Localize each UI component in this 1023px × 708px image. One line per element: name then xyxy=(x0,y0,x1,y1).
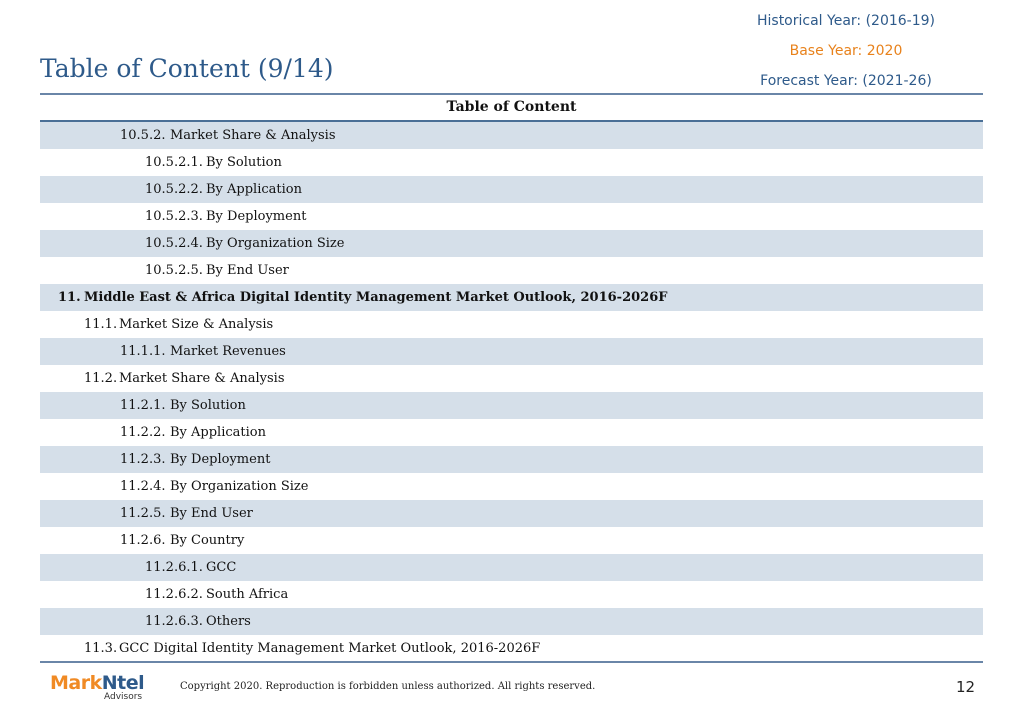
toc-row-chapter xyxy=(40,284,983,311)
toc-row-number: 10.5.2. xyxy=(120,128,166,143)
toc-row-label: By End User xyxy=(206,263,289,278)
toc-row xyxy=(40,527,983,554)
toc-row-label: By Organization Size xyxy=(170,479,309,494)
toc-row xyxy=(40,365,983,392)
toc-table-header: Table of Content xyxy=(40,95,983,122)
page-number: 12 xyxy=(956,678,976,696)
toc-row xyxy=(40,311,983,338)
toc-row xyxy=(40,581,983,608)
toc-row-number: 11.2.5. xyxy=(120,506,166,521)
toc-row xyxy=(40,176,983,203)
toc-table xyxy=(40,95,983,662)
toc-row-number: 10.5.2.2. xyxy=(145,182,203,197)
historical-year: Historical Year: (2016-19) xyxy=(756,13,935,29)
toc-row xyxy=(40,338,983,365)
forecast-year: Forecast Year: (2021-26) xyxy=(760,73,932,89)
toc-row-label: By Country xyxy=(170,533,245,548)
toc-row xyxy=(40,608,983,635)
toc-row xyxy=(40,419,983,446)
toc-row xyxy=(40,500,983,527)
toc-row xyxy=(40,554,983,581)
toc-row xyxy=(40,392,983,419)
toc-row-label: By Application xyxy=(206,182,302,197)
toc-row-label: By Solution xyxy=(206,155,282,170)
toc-row-number: 11.2.1. xyxy=(120,398,166,413)
year-info xyxy=(757,10,935,100)
toc-row-number: 11.2.6.2. xyxy=(145,587,203,602)
toc-row xyxy=(40,635,983,662)
toc-row xyxy=(40,149,983,176)
toc-row-label: Market Share & Analysis xyxy=(119,371,285,386)
toc-row-number: 11. xyxy=(58,290,81,305)
toc-row-label: By End User xyxy=(170,506,253,521)
toc-row xyxy=(40,446,983,473)
logo-subtitle: Advisors xyxy=(104,692,143,702)
toc-row-number: 10.5.2.1. xyxy=(145,155,203,170)
toc-row-number: 10.5.2.5. xyxy=(145,263,203,278)
toc-row-number: 11.2.6. xyxy=(120,533,166,548)
toc-row-number: 11.1.1. xyxy=(120,344,166,359)
bottom-divider xyxy=(40,661,983,663)
toc-row-label: GCC Digital Identity Management Market Outlook, 2016-2026F xyxy=(119,641,541,656)
base-year: Base Year: 2020 xyxy=(789,43,903,59)
toc-row-label: By Deployment xyxy=(206,209,307,224)
toc-row xyxy=(40,203,983,230)
toc-row xyxy=(40,230,983,257)
toc-row-label: By Deployment xyxy=(170,452,271,467)
toc-row-label: Middle East & Africa Digital Identity Management Market Outlook, 2016-2026F xyxy=(84,290,668,305)
marknel-logo xyxy=(50,673,144,702)
toc-row-number: 11.2.6.3. xyxy=(145,614,203,629)
toc-row-number: 11.2.6.1. xyxy=(145,560,203,575)
toc-row xyxy=(40,473,983,500)
toc-row xyxy=(40,122,983,149)
toc-row-number: 11.2.2. xyxy=(120,425,166,440)
page-title: Table of Content (9/14) xyxy=(40,54,334,83)
toc-row-label: By Organization Size xyxy=(206,236,345,251)
toc-row-number: 11.3. xyxy=(84,641,118,656)
toc-row-label: South Africa xyxy=(206,587,289,602)
toc-row-label: Market Share & Analysis xyxy=(170,128,336,143)
toc-row-number: 11.1. xyxy=(84,317,118,332)
toc-row-label: Market Size & Analysis xyxy=(119,317,274,332)
logo-mark-text: Mark xyxy=(50,672,102,694)
toc-row-number: 11.2.4. xyxy=(120,479,166,494)
toc-row-label: By Application xyxy=(170,425,266,440)
toc-row-number: 10.5.2.3. xyxy=(145,209,203,224)
toc-row-number: 10.5.2.4. xyxy=(145,236,203,251)
toc-row-label: By Solution xyxy=(170,398,246,413)
toc-row-label: Market Revenues xyxy=(170,344,286,359)
toc-row-number: 11.2. xyxy=(84,371,118,386)
logo-ntel-text: Ntel xyxy=(101,672,145,694)
copyright-notice: Copyright 2020. Reproduction is forbidden unless authorized. All rights reserved. xyxy=(180,681,596,692)
toc-row xyxy=(40,257,983,284)
toc-row-label: Others xyxy=(206,614,251,629)
toc-row-number: 11.2.3. xyxy=(120,452,166,467)
toc-row-label: GCC xyxy=(206,560,237,575)
